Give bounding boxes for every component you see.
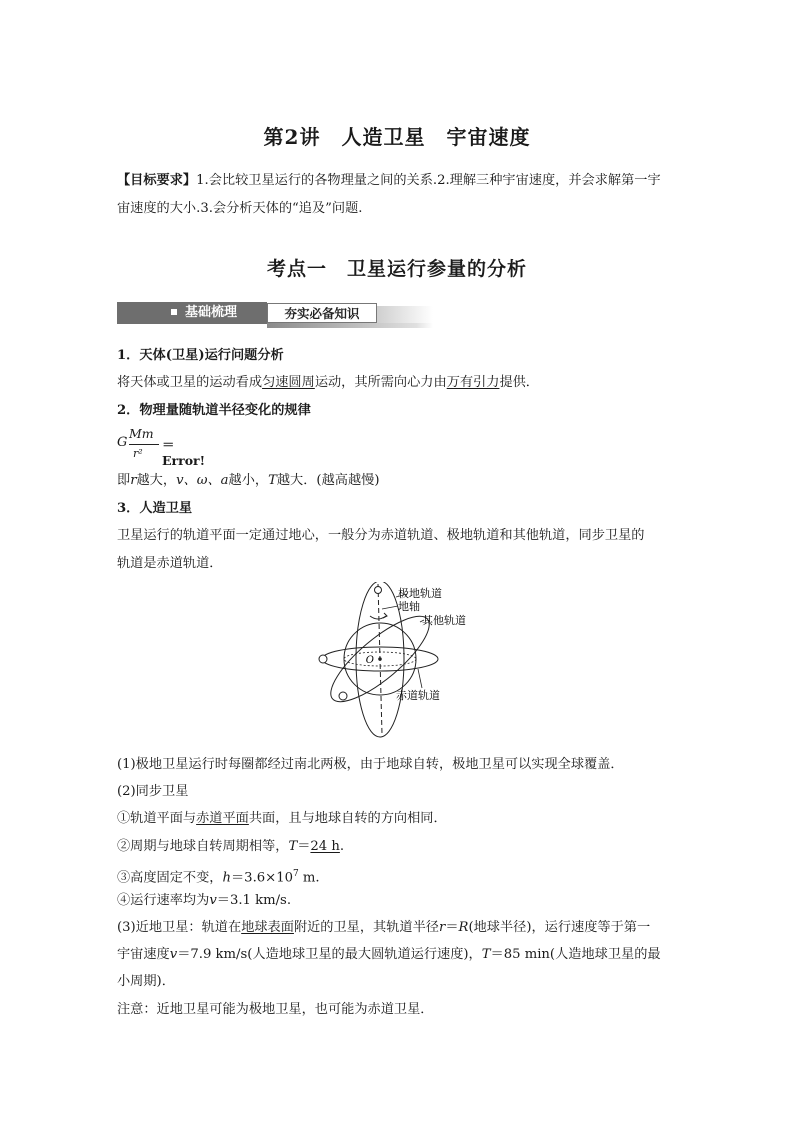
p3-l1-pre: (3)近地卫星：轨道在 bbox=[117, 920, 242, 935]
s2-post: . bbox=[339, 839, 345, 854]
satellite-other bbox=[339, 692, 347, 700]
item2-rule bbox=[117, 472, 379, 490]
p3-l2-t: T bbox=[481, 947, 491, 962]
item1-underline-1: 匀速圆周 bbox=[262, 375, 315, 390]
s4-post: ＝3.1 km/s. bbox=[216, 893, 292, 908]
sub-point-4 bbox=[117, 892, 291, 910]
item1-heading: 1．天体(卫星)运行问题分析 bbox=[117, 348, 284, 363]
rule-mid2: 越小， bbox=[228, 473, 269, 488]
formula-g: G bbox=[117, 435, 128, 450]
formula-numerator: Mm bbox=[129, 426, 154, 441]
s3-eq: ＝3.6×10 bbox=[231, 870, 293, 886]
rule-post: 越大．(越高越慢) bbox=[276, 473, 380, 488]
label-polar-orbit: 极地轨道 bbox=[398, 587, 442, 600]
p3-l1-underline: 地球表面 bbox=[241, 920, 294, 935]
label-equatorial-orbit: 赤道轨道 bbox=[396, 689, 440, 702]
p3-l1-mid: 附近的卫星，其轨道半径 bbox=[293, 920, 439, 935]
point-3-line-2 bbox=[117, 946, 661, 964]
square-bullet-icon bbox=[171, 309, 177, 315]
s3-post: m. bbox=[298, 870, 320, 886]
point-3-line-3: 小周期)． bbox=[117, 974, 175, 989]
rule-mid1: 越大， bbox=[136, 473, 177, 488]
s3-exponent: 7 bbox=[293, 869, 299, 879]
rule-t: T bbox=[268, 473, 277, 488]
s2-eq: ＝ bbox=[297, 839, 311, 854]
s3-h: h bbox=[222, 870, 231, 886]
s1-underline: 赤道平面 bbox=[196, 811, 249, 826]
banner-left-text: 基础梳理 bbox=[185, 305, 238, 320]
p3-l2-mid: ＝7.9 km/s(人造地球卫星的最大圆轨道运行速度)， bbox=[177, 947, 482, 962]
objectives-tag: 【目标要求】 bbox=[117, 173, 197, 188]
s1-post: 共面，且与地球自转的方向相同． bbox=[248, 811, 447, 826]
leader-axis bbox=[382, 606, 398, 609]
banner-fade-block bbox=[377, 306, 433, 323]
leader-equator bbox=[418, 669, 422, 688]
p3-l1-post: (地球半径)，运行速度等于第一 bbox=[468, 920, 651, 935]
sub-point-2 bbox=[117, 838, 344, 856]
rule-pre: 即 bbox=[117, 473, 131, 488]
fraction-bar bbox=[129, 444, 159, 445]
formula-denominator: r² bbox=[133, 447, 143, 460]
center-dot bbox=[378, 657, 382, 661]
p3-l1-eq: ＝ bbox=[445, 920, 459, 935]
center-label: O bbox=[365, 655, 374, 666]
p3-l1-r: r bbox=[439, 920, 446, 935]
label-earth-axis: 地轴 bbox=[398, 600, 420, 613]
s2-pre: ②周期与地球自转周期相等， bbox=[117, 839, 289, 854]
note: 注意：近地卫星可能为极地卫星，也可能为赤道卫星． bbox=[117, 1002, 434, 1017]
satellite-polar bbox=[375, 587, 382, 594]
item1-pre: 将天体或卫星的运动看成 bbox=[117, 375, 263, 390]
s4-pre: ④运行速率均为 bbox=[117, 893, 210, 908]
section-banner bbox=[117, 302, 433, 326]
p3-l2-pre: 宇宙速度 bbox=[117, 947, 170, 962]
point-3-line-1 bbox=[117, 919, 650, 937]
p3-l2-v: v bbox=[169, 947, 178, 962]
item3-para-line-2: 轨道是赤道轨道． bbox=[117, 556, 223, 571]
banner-label-left bbox=[117, 302, 267, 324]
item1-underline-2: 万有引力 bbox=[446, 375, 500, 390]
s3-pre: ③高度固定不变， bbox=[117, 870, 223, 886]
item3-para-line-1: 卫星运行的轨道平面一定通过地心，一般分为赤道轨道、极地轨道和其他轨道，同步卫星的 bbox=[117, 528, 645, 543]
sub-point-3 bbox=[117, 865, 320, 887]
banner-label-right: 夯实必备知识 bbox=[267, 303, 377, 323]
point-1: (1)极地卫星运行时每圈都经过南北两极，由于地球自转，极地卫星可以实现全球覆盖． bbox=[117, 757, 624, 772]
p3-l1-R: R bbox=[458, 920, 469, 935]
item2-heading: 2．物理量随轨道半径变化的规律 bbox=[117, 403, 311, 418]
rule-r: r bbox=[130, 473, 137, 488]
objectives-text-1: 1.会比较卫星运行的各物理量之间的关系.2.理解三种宇宙速度，并会求解第一宇 bbox=[196, 173, 661, 188]
item1-post: 提供． bbox=[499, 375, 539, 390]
sub-point-1 bbox=[117, 810, 447, 828]
orbit-diagram bbox=[310, 582, 490, 744]
objectives-line-2: 宙速度的大小.3.会分析天体的“追及”问题. bbox=[117, 201, 363, 216]
item3-heading: 3．人造卫星 bbox=[117, 501, 193, 516]
item1-text bbox=[117, 374, 539, 392]
satellite-equatorial bbox=[319, 655, 327, 663]
label-other-orbit: 其他轨道 bbox=[422, 614, 466, 627]
s1-pre: ①轨道平面与 bbox=[117, 811, 197, 826]
item1-mid: 运动，其所需向心力由 bbox=[314, 375, 447, 390]
page-title: 第2讲 人造卫星 宇宙速度 bbox=[263, 125, 531, 149]
point-2: (2)同步卫星 bbox=[117, 784, 189, 799]
s2-t: T bbox=[288, 839, 298, 854]
section-title: 考点一 卫星运行参量的分析 bbox=[266, 258, 527, 280]
rule-vars: v、ω、a bbox=[176, 473, 229, 488]
s4-v: v bbox=[209, 893, 217, 908]
s2-underline: 24 h bbox=[310, 839, 340, 854]
p3-l2-post: ＝85 min(人造地球卫星的最 bbox=[490, 947, 661, 962]
objectives-line-1 bbox=[117, 172, 661, 190]
formula-rhs: ＝Error! bbox=[162, 437, 206, 468]
